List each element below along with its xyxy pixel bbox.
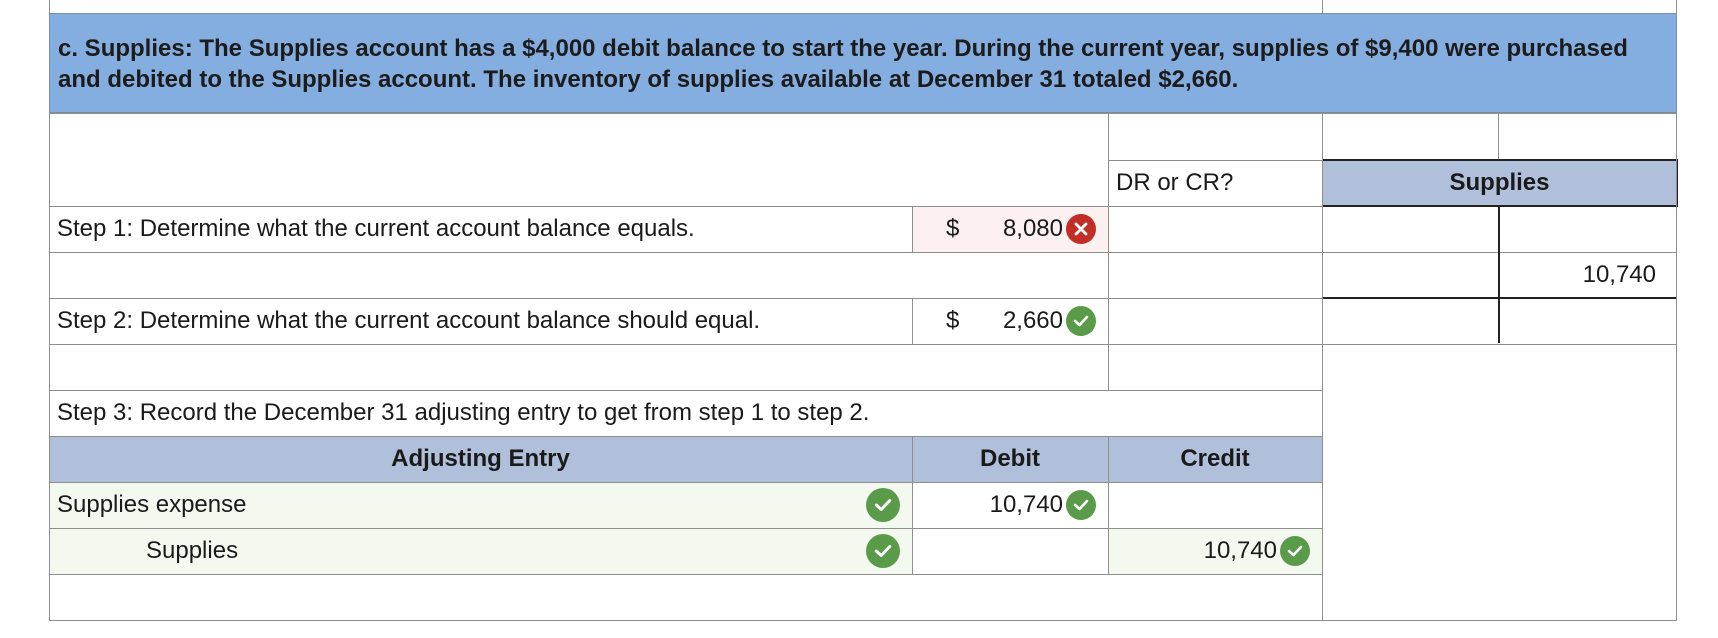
grid-line bbox=[49, 574, 1322, 575]
check-circle-icon bbox=[866, 534, 900, 568]
entry1-credit-field[interactable] bbox=[1108, 482, 1322, 528]
grid-line bbox=[49, 620, 1677, 621]
entry2-credit: 10,740 bbox=[1203, 537, 1277, 564]
grid-line bbox=[1676, 0, 1677, 13]
adjusting-entry-header: Adjusting Entry bbox=[49, 436, 912, 482]
t-account-top-line bbox=[1322, 159, 1677, 161]
step2-label: Step 2: Determine what the current account balance should equal. bbox=[57, 307, 761, 334]
step3-label: Step 3: Record the December 31 adjusting entry to get from step 1 to step 2. bbox=[57, 399, 870, 426]
step2-answer-field[interactable] bbox=[912, 298, 1108, 344]
x-circle-icon bbox=[1066, 214, 1096, 244]
grid-line bbox=[1322, 0, 1323, 13]
grid-line bbox=[1676, 113, 1677, 620]
currency-symbol: $ bbox=[946, 307, 960, 334]
entry1-account[interactable] bbox=[49, 482, 912, 528]
t-account-credit-value: 10,740 bbox=[1582, 261, 1656, 288]
step1-answer-field[interactable] bbox=[912, 206, 1108, 252]
dr-or-cr-header: DR or CR? bbox=[1116, 169, 1234, 196]
entry1-debit: 10,740 bbox=[989, 491, 1063, 518]
entry2-account-name: Supplies bbox=[146, 537, 239, 564]
credit-header: Credit bbox=[1108, 436, 1322, 482]
grid-line bbox=[49, 436, 1322, 437]
entry1-debit-field[interactable] bbox=[912, 482, 1108, 528]
grid-line bbox=[1498, 113, 1499, 159]
step2-value: 2,660 bbox=[1002, 307, 1063, 334]
entry2-credit-field[interactable] bbox=[1108, 528, 1322, 574]
grid-line bbox=[49, 0, 50, 13]
check-circle-icon bbox=[1066, 306, 1096, 336]
step1-label: Step 1: Determine what the current account balance equals. bbox=[57, 215, 695, 242]
entry1-account-name: Supplies expense bbox=[57, 491, 247, 518]
problem-statement: c. Supplies: The Supplies account has a $4,000 debit balance to start the year. During the current year, supplies of $9,400 were purchased and debited to the Supplies account. The inventory of supplies available at December 31 totaled $2,660. bbox=[49, 13, 1677, 113]
step1-value: 8,080 bbox=[1002, 215, 1063, 242]
currency-symbol: $ bbox=[946, 215, 960, 242]
entry2-account[interactable] bbox=[49, 528, 912, 574]
step1-dr-cr-field[interactable] bbox=[1108, 206, 1322, 252]
check-circle-icon bbox=[1066, 490, 1096, 520]
grid-line bbox=[49, 113, 1677, 114]
check-circle-icon bbox=[1280, 536, 1310, 566]
grid-line bbox=[49, 344, 1677, 345]
t-account-title: Supplies bbox=[1322, 160, 1677, 206]
entry2-debit-field[interactable] bbox=[912, 528, 1108, 574]
check-circle-icon bbox=[866, 488, 900, 522]
grid-line bbox=[1322, 113, 1323, 620]
debit-header: Debit bbox=[912, 436, 1108, 482]
grid-line bbox=[49, 252, 1677, 253]
